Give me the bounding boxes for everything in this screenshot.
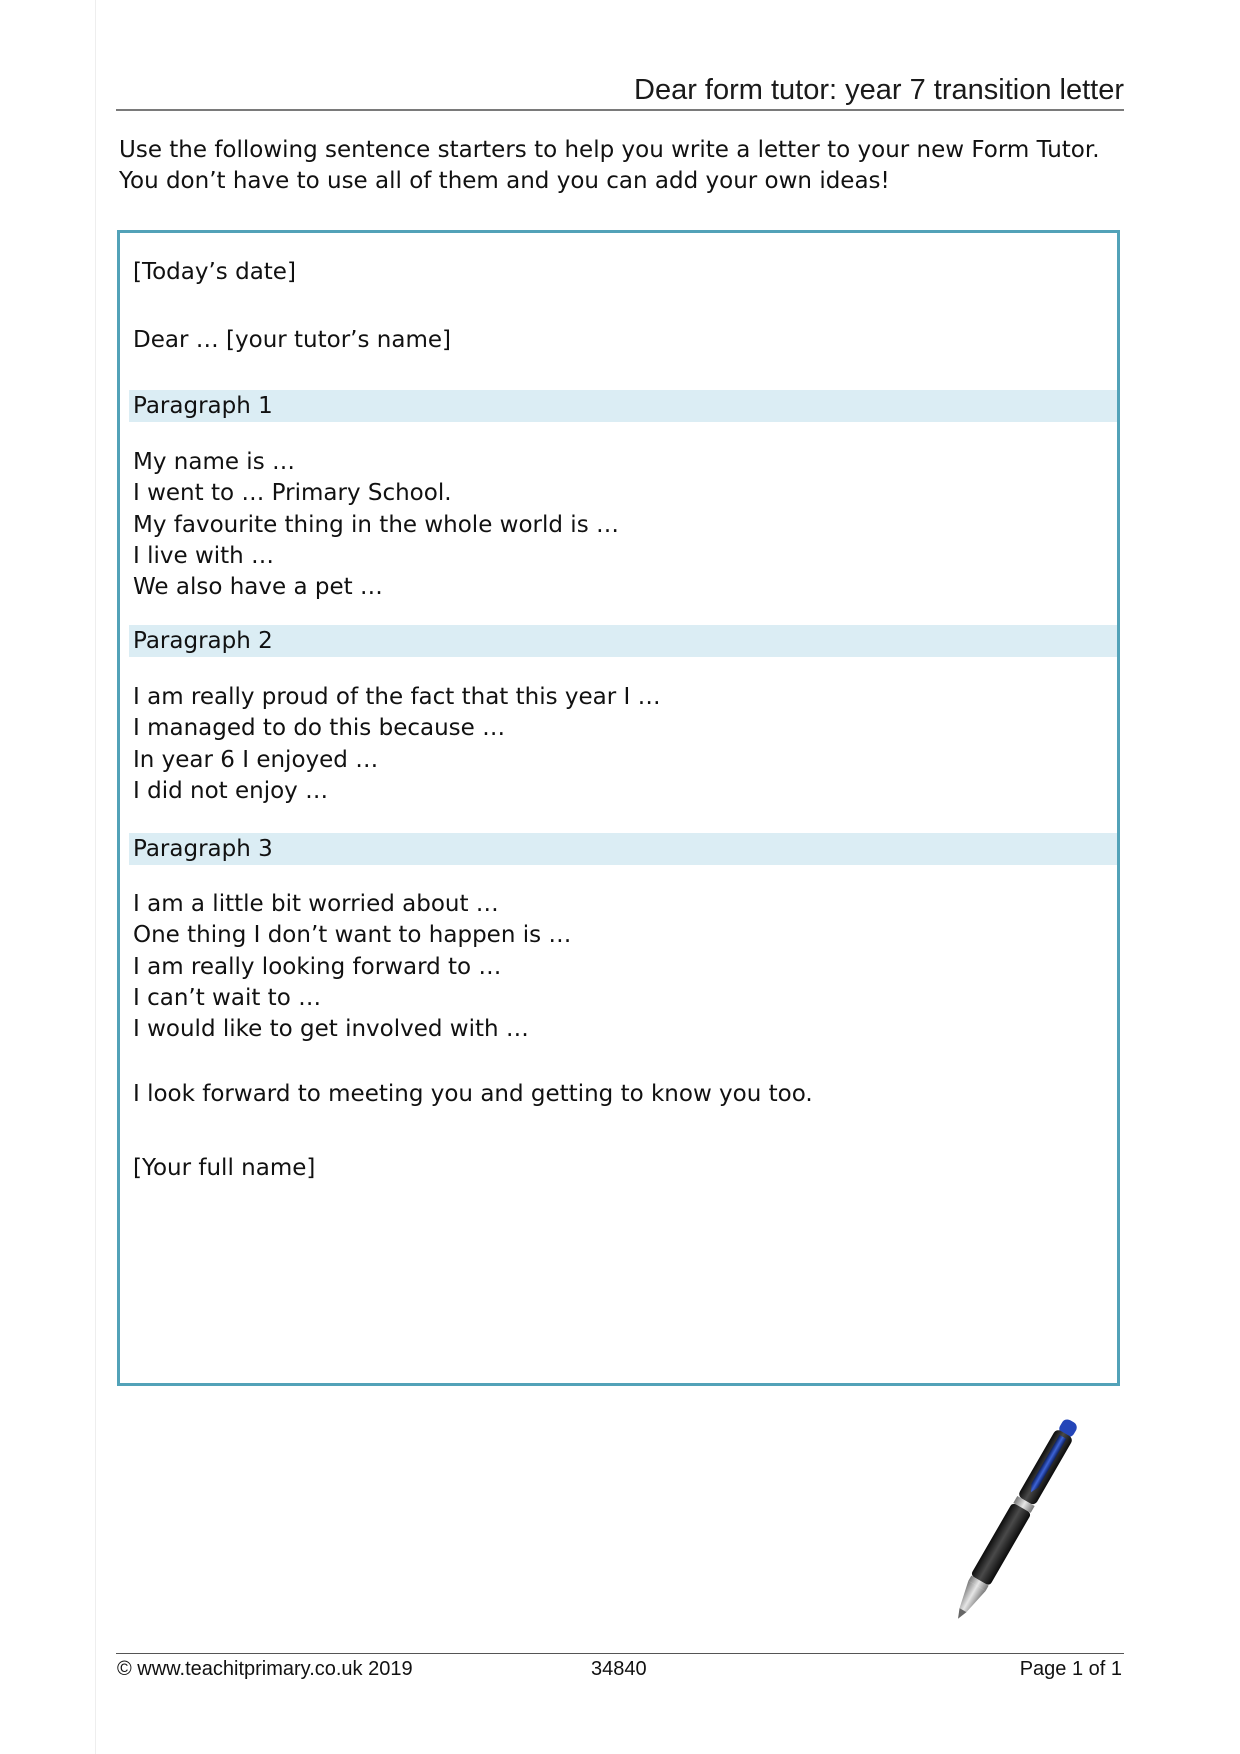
resource-code: 34840 bbox=[591, 1658, 647, 1680]
greeting-line: Dear … [your tutor’s name] bbox=[133, 327, 451, 353]
paragraph-3-heading bbox=[129, 833, 1117, 865]
pen-icon bbox=[940, 1400, 1090, 1640]
page-edge-rule bbox=[95, 0, 96, 1754]
paragraph-2-heading bbox=[129, 625, 1117, 657]
sentence-starter: I am a little bit worried about … bbox=[133, 891, 499, 917]
title-divider bbox=[116, 109, 1124, 111]
sentence-starter: I can’t wait to … bbox=[133, 984, 322, 1011]
sentence-starter: I would like to get involved with … bbox=[133, 1016, 529, 1043]
sentence-starter: My favourite thing in the whole world is … bbox=[133, 511, 619, 538]
sentence-starter: In year 6 I enjoyed … bbox=[133, 746, 379, 773]
sentence-starter: I am really looking forward to … bbox=[133, 953, 502, 980]
paragraph-heading-label: Paragraph 2 bbox=[133, 628, 273, 654]
closing-line: I look forward to meeting you and getting to know you too. bbox=[133, 1081, 813, 1107]
copyright-text: © www.teachitprimary.co.uk 2019 bbox=[117, 1658, 413, 1680]
signature-placeholder: [Your full name] bbox=[133, 1155, 316, 1181]
paragraph-heading-label: Paragraph 1 bbox=[133, 393, 273, 419]
sentence-starter: I managed to do this because … bbox=[133, 715, 506, 742]
sentence-starter: I am really proud of the fact that this year I … bbox=[133, 684, 661, 710]
paragraph-heading-label: Paragraph 3 bbox=[133, 836, 273, 862]
paragraph-2-prompts bbox=[133, 682, 661, 807]
instruction-line: Use the following sentence starters to help you write a letter to your new Form Tutor. bbox=[119, 137, 1100, 163]
sentence-starter: I did not enjoy … bbox=[133, 777, 329, 804]
sentence-starter: My name is … bbox=[133, 449, 295, 475]
paragraph-1-heading bbox=[129, 390, 1117, 422]
instruction-line: You don’t have to use all of them and you can add your own ideas! bbox=[119, 168, 890, 194]
page-title: Dear form tutor: year 7 transition letter bbox=[634, 74, 1124, 106]
sentence-starter: I went to … Primary School. bbox=[133, 480, 452, 507]
paragraph-3-prompts bbox=[133, 889, 571, 1045]
letter-template-box bbox=[117, 230, 1120, 1386]
footer-divider bbox=[116, 1653, 1124, 1654]
sentence-starter: One thing I don’t want to happen is … bbox=[133, 922, 572, 949]
instructions bbox=[119, 135, 1119, 197]
date-placeholder: [Today’s date] bbox=[133, 259, 296, 285]
sentence-starter: We also have a pet … bbox=[133, 574, 383, 601]
sentence-starter: I live with … bbox=[133, 542, 275, 569]
paragraph-1-prompts bbox=[133, 447, 619, 603]
page-number: Page 1 of 1 bbox=[1019, 1658, 1122, 1680]
